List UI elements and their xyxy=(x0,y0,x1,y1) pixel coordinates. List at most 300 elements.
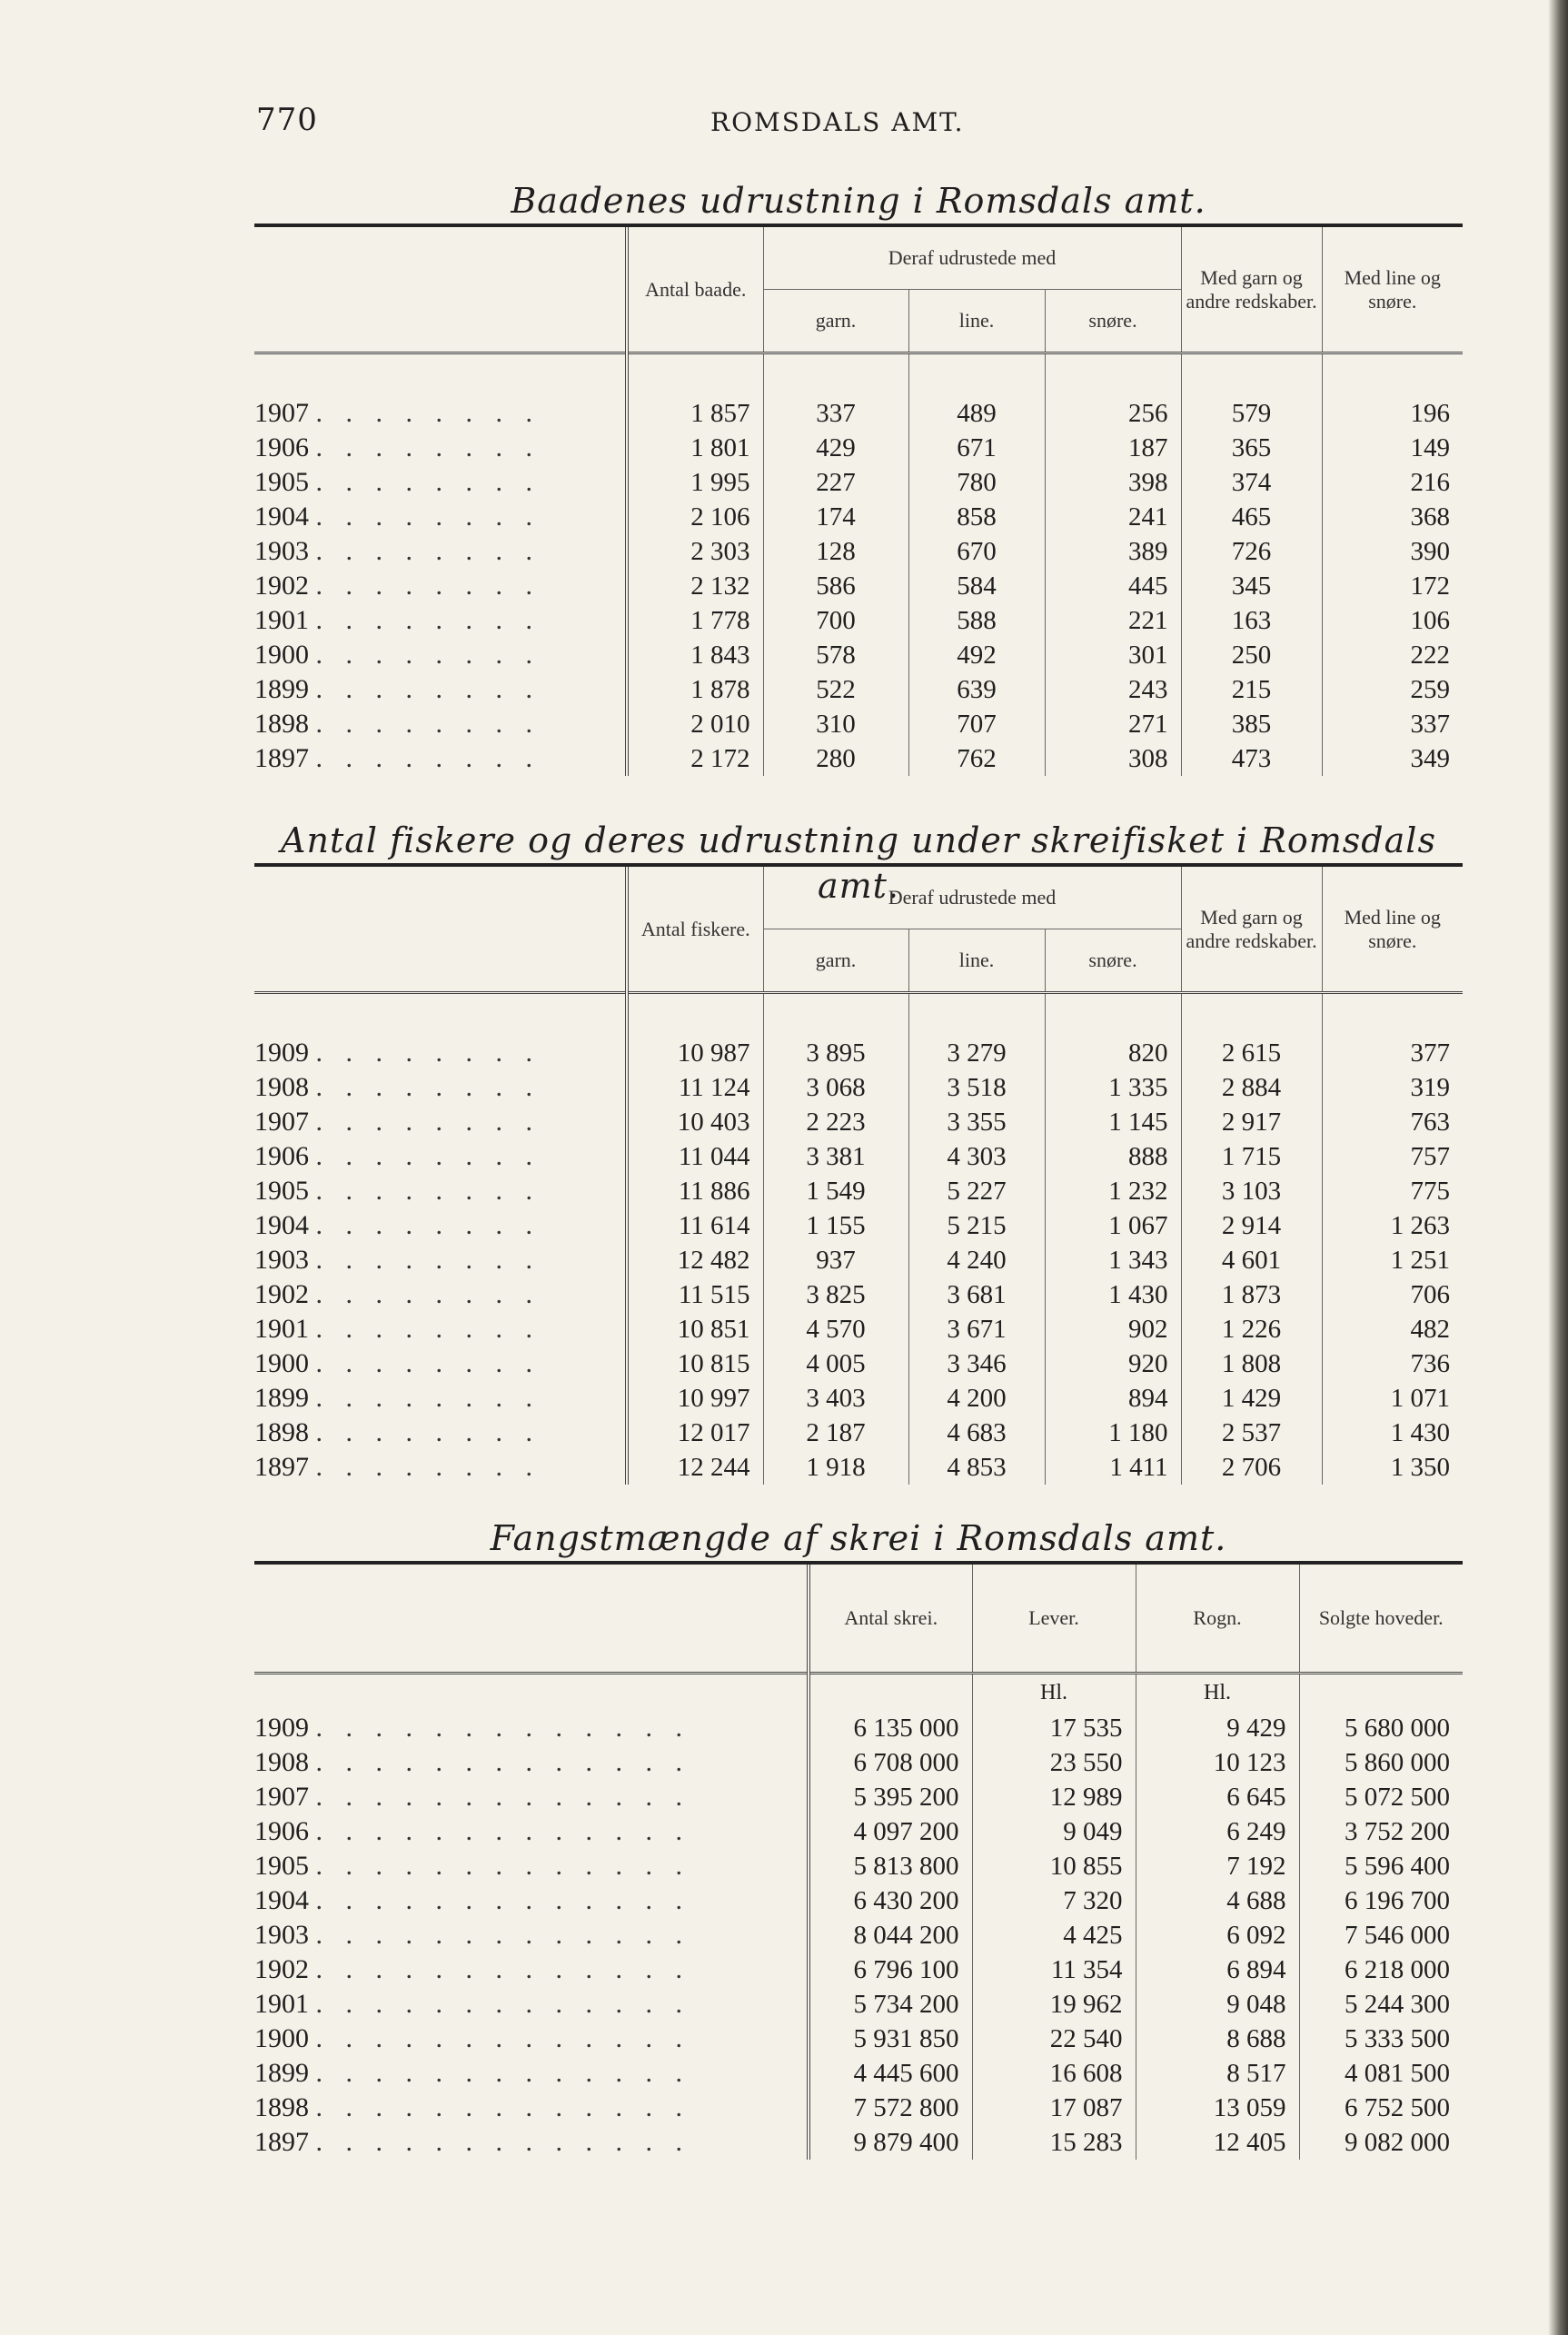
cell-garn: 429 xyxy=(763,431,908,465)
cell-rogn: 12 405 xyxy=(1136,2125,1299,2160)
table1-body xyxy=(254,396,1463,776)
row-year xyxy=(254,1312,627,1346)
cell-lever: 4 425 xyxy=(972,1918,1136,1952)
cell-garn: 3 403 xyxy=(763,1381,908,1416)
cell-rogn: 6 894 xyxy=(1136,1952,1299,1987)
cell-garn-other: 250 xyxy=(1181,638,1322,672)
year-label: 1902 xyxy=(254,571,309,601)
cell-count: 1 843 xyxy=(627,638,763,672)
cell-garn-other: 1 226 xyxy=(1181,1312,1322,1346)
leader-dots: . . . . . . . . . . . . . xyxy=(315,1782,690,1812)
cell-snore: 1 232 xyxy=(1045,1174,1181,1208)
cell-garn: 2 223 xyxy=(763,1105,908,1139)
year-label: 1900 xyxy=(254,2023,309,2053)
cell-snore: 389 xyxy=(1045,534,1181,569)
cell-line-snore: 349 xyxy=(1322,741,1463,776)
row-year xyxy=(254,1918,809,1952)
cell-heads: 5 680 000 xyxy=(1299,1711,1463,1745)
cell-count: 6 796 100 xyxy=(809,1952,972,1987)
cell-line: 639 xyxy=(908,672,1045,707)
row-year xyxy=(254,2022,809,2056)
cell-line: 671 xyxy=(908,431,1045,465)
cell-garn: 227 xyxy=(763,465,908,500)
cell-count: 2 303 xyxy=(627,534,763,569)
cell-snore: 1 343 xyxy=(1045,1243,1181,1277)
cell-line-snore: 482 xyxy=(1322,1312,1463,1346)
cell-snore: 920 xyxy=(1045,1346,1181,1381)
year-label: 1903 xyxy=(254,1920,309,1950)
table-row xyxy=(254,672,1463,707)
table-row xyxy=(254,1381,1463,1416)
cell-line: 588 xyxy=(908,603,1045,638)
table2-body xyxy=(254,1036,1463,1485)
cell-lever: 10 855 xyxy=(972,1849,1136,1883)
cell-garn: 700 xyxy=(763,603,908,638)
page-number: 770 xyxy=(256,102,318,138)
cell-line-snore: 319 xyxy=(1322,1070,1463,1105)
table-row xyxy=(254,1952,1463,1987)
cell-line: 3 671 xyxy=(908,1312,1045,1346)
cell-count: 1 801 xyxy=(627,431,763,465)
cell-garn-other: 1 873 xyxy=(1181,1277,1322,1312)
cell-rogn: 13 059 xyxy=(1136,2091,1299,2125)
table1-header-line-snore: Med line og snøre. xyxy=(1322,227,1463,353)
cell-rogn: 8 517 xyxy=(1136,2056,1299,2091)
cell-garn: 1 918 xyxy=(763,1450,908,1485)
cell-rogn: 7 192 xyxy=(1136,1849,1299,1883)
cell-count: 4 445 600 xyxy=(809,2056,972,2091)
cell-garn-other: 4 601 xyxy=(1181,1243,1322,1277)
cell-garn-other: 2 706 xyxy=(1181,1450,1322,1485)
cell-garn-other: 345 xyxy=(1181,569,1322,603)
cell-line: 670 xyxy=(908,534,1045,569)
leader-dots: . . . . . . . . xyxy=(315,1038,541,1068)
table-row xyxy=(254,500,1463,534)
table-row xyxy=(254,1883,1463,1918)
year-label: 1901 xyxy=(254,605,309,635)
row-year xyxy=(254,1381,627,1416)
cell-garn-other: 365 xyxy=(1181,431,1322,465)
table2-stub-header xyxy=(254,867,627,993)
row-year xyxy=(254,2056,809,2091)
table-row xyxy=(254,2022,1463,2056)
cell-count: 2 010 xyxy=(627,707,763,741)
table1-stub-header xyxy=(254,227,627,353)
table-row xyxy=(254,1312,1463,1346)
cell-snore: 221 xyxy=(1045,603,1181,638)
cell-snore: 398 xyxy=(1045,465,1181,500)
cell-lever: 11 354 xyxy=(972,1952,1136,1987)
cell-count: 2 132 xyxy=(627,569,763,603)
year-label: 1907 xyxy=(254,398,309,428)
cell-garn-other: 1 715 xyxy=(1181,1139,1322,1174)
leader-dots: . . . . . . . . . . . . . xyxy=(315,1851,690,1881)
cell-garn: 3 381 xyxy=(763,1139,908,1174)
leader-dots: . . . . . . . . xyxy=(315,640,541,670)
cell-line: 780 xyxy=(908,465,1045,500)
table-row xyxy=(254,1711,1463,1745)
year-label: 1906 xyxy=(254,1816,309,1846)
cell-garn: 280 xyxy=(763,741,908,776)
cell-count: 11 614 xyxy=(627,1208,763,1243)
cell-line: 4 853 xyxy=(908,1450,1045,1485)
cell-line-snore: 377 xyxy=(1322,1036,1463,1070)
row-year xyxy=(254,569,627,603)
row-year xyxy=(254,1105,627,1139)
table-row xyxy=(254,569,1463,603)
table3-header-heads: Solgte hoveder. xyxy=(1299,1565,1463,1674)
cell-count: 10 403 xyxy=(627,1105,763,1139)
cell-line: 5 215 xyxy=(908,1208,1045,1243)
leader-dots: . . . . . . . . xyxy=(315,1348,541,1378)
year-label: 1905 xyxy=(254,1176,309,1206)
cell-snore: 1 430 xyxy=(1045,1277,1181,1312)
row-year xyxy=(254,1346,627,1381)
table2 xyxy=(254,867,1463,1485)
cell-line: 3 355 xyxy=(908,1105,1045,1139)
cell-garn: 1 155 xyxy=(763,1208,908,1243)
cell-rogn: 10 123 xyxy=(1136,1745,1299,1780)
table-row xyxy=(254,603,1463,638)
cell-count: 8 044 200 xyxy=(809,1918,972,1952)
table3-unit-rogn: Hl. xyxy=(1136,1674,1299,1712)
cell-rogn: 4 688 xyxy=(1136,1883,1299,1918)
cell-rogn: 9 429 xyxy=(1136,1711,1299,1745)
cell-garn: 337 xyxy=(763,396,908,431)
table-row xyxy=(254,638,1463,672)
cell-garn-other: 1 808 xyxy=(1181,1346,1322,1381)
row-year xyxy=(254,741,627,776)
cell-rogn: 8 688 xyxy=(1136,2022,1299,2056)
year-label: 1905 xyxy=(254,467,309,497)
cell-count: 10 987 xyxy=(627,1036,763,1070)
year-label: 1903 xyxy=(254,1245,309,1275)
cell-garn-other: 1 429 xyxy=(1181,1381,1322,1416)
cell-line-snore: 368 xyxy=(1322,500,1463,534)
cell-line-snore: 222 xyxy=(1322,638,1463,672)
table2-header-garn-other: Med garn og andre redskaber. xyxy=(1181,867,1322,993)
table-row xyxy=(254,2125,1463,2160)
year-label: 1907 xyxy=(254,1782,309,1812)
table-row xyxy=(254,1036,1463,1070)
row-year xyxy=(254,1849,809,1883)
year-label: 1902 xyxy=(254,1954,309,1984)
leader-dots: . . . . . . . . xyxy=(315,467,541,497)
table1-header-count: Antal baade. xyxy=(627,227,763,353)
cell-garn-other: 465 xyxy=(1181,500,1322,534)
cell-count: 6 708 000 xyxy=(809,1745,972,1780)
table3-body xyxy=(254,1711,1463,2160)
table1-header-garn: garn. xyxy=(763,290,908,353)
cell-line: 4 240 xyxy=(908,1243,1045,1277)
year-label: 1908 xyxy=(254,1747,309,1777)
year-label: 1906 xyxy=(254,1141,309,1171)
leader-dots: . . . . . . . . . . . . . xyxy=(315,1920,690,1950)
year-label: 1899 xyxy=(254,1383,309,1413)
table3-unit-lever: Hl. xyxy=(972,1674,1136,1712)
cell-garn: 522 xyxy=(763,672,908,707)
cell-line-snore: 706 xyxy=(1322,1277,1463,1312)
cell-garn-other: 2 615 xyxy=(1181,1036,1322,1070)
cell-line: 3 681 xyxy=(908,1277,1045,1312)
table1-header-garn-other: Med garn og andre redskaber. xyxy=(1181,227,1322,353)
cell-garn: 578 xyxy=(763,638,908,672)
cell-line-snore: 172 xyxy=(1322,569,1463,603)
table-row xyxy=(254,431,1463,465)
cell-rogn: 6 092 xyxy=(1136,1918,1299,1952)
cell-garn-other: 2 537 xyxy=(1181,1416,1322,1450)
table-row xyxy=(254,1139,1463,1174)
cell-garn-other: 163 xyxy=(1181,603,1322,638)
table-row xyxy=(254,1814,1463,1849)
leader-dots: . . . . . . . . . . . . . xyxy=(315,1885,690,1915)
table-row xyxy=(254,1105,1463,1139)
row-year xyxy=(254,1174,627,1208)
cell-line-snore: 196 xyxy=(1322,396,1463,431)
year-label: 1904 xyxy=(254,1210,309,1240)
cell-line-snore: 775 xyxy=(1322,1174,1463,1208)
cell-count: 1 778 xyxy=(627,603,763,638)
table-row xyxy=(254,1174,1463,1208)
row-year xyxy=(254,1416,627,1450)
cell-snore: 256 xyxy=(1045,396,1181,431)
cell-line: 489 xyxy=(908,396,1045,431)
table2-title: Antal fiskere og deres udrustning under skreifisket i Romsdals amt. xyxy=(281,820,1436,906)
cell-heads: 6 752 500 xyxy=(1299,2091,1463,2125)
cell-line-snore: 736 xyxy=(1322,1346,1463,1381)
table3-header-count: Antal skrei. xyxy=(809,1565,972,1674)
cell-line-snore: 106 xyxy=(1322,603,1463,638)
leader-dots: . . . . . . . . xyxy=(315,1417,541,1447)
cell-line-snore: 1 430 xyxy=(1322,1416,1463,1450)
table1 xyxy=(254,227,1463,776)
cell-snore: 271 xyxy=(1045,707,1181,741)
cell-lever: 17 087 xyxy=(972,2091,1136,2125)
leader-dots: . . . . . . . . xyxy=(315,1176,541,1206)
cell-count: 12 482 xyxy=(627,1243,763,1277)
leader-dots: . . . . . . . . . . . . . xyxy=(315,2127,690,2157)
cell-line: 4 303 xyxy=(908,1139,1045,1174)
leader-dots: . . . . . . . . . . . . . xyxy=(315,1713,690,1743)
year-label: 1897 xyxy=(254,743,309,773)
running-head: ROMSDALS AMT. xyxy=(710,107,965,137)
cell-lever: 12 989 xyxy=(972,1780,1136,1814)
table1-title: Baadenes udrustning i Romsdals amt. xyxy=(511,181,1206,221)
row-year xyxy=(254,1208,627,1243)
cell-heads: 5 244 300 xyxy=(1299,1987,1463,2022)
table-row xyxy=(254,2056,1463,2091)
year-label: 1903 xyxy=(254,536,309,566)
cell-garn-other: 385 xyxy=(1181,707,1322,741)
cell-garn: 174 xyxy=(763,500,908,534)
year-label: 1898 xyxy=(254,2092,309,2122)
row-year xyxy=(254,1987,809,2022)
table2-header-garn: garn. xyxy=(763,929,908,993)
table-row xyxy=(254,741,1463,776)
cell-line-snore: 390 xyxy=(1322,534,1463,569)
cell-count: 1 995 xyxy=(627,465,763,500)
table2-section xyxy=(254,818,1463,1485)
table-row xyxy=(254,534,1463,569)
year-label: 1900 xyxy=(254,640,309,670)
cell-heads: 6 218 000 xyxy=(1299,1952,1463,1987)
row-year xyxy=(254,1243,627,1277)
year-label: 1898 xyxy=(254,709,309,739)
table3 xyxy=(254,1565,1463,2160)
cell-snore: 187 xyxy=(1045,431,1181,465)
cell-line: 4 200 xyxy=(908,1381,1045,1416)
table2-header-group: Deraf udrustede med xyxy=(763,867,1181,929)
row-year xyxy=(254,1745,809,1780)
cell-lever: 19 962 xyxy=(972,1987,1136,2022)
cell-rogn: 6 249 xyxy=(1136,1814,1299,1849)
table2-header-snore: snøre. xyxy=(1045,929,1181,993)
cell-line: 858 xyxy=(908,500,1045,534)
cell-line: 584 xyxy=(908,569,1045,603)
table3-section xyxy=(254,1515,1463,2160)
page-header xyxy=(256,102,1455,147)
table-row xyxy=(254,1450,1463,1485)
leader-dots: . . . . . . . . xyxy=(315,1279,541,1309)
row-year xyxy=(254,1814,809,1849)
leader-dots: . . . . . . . . . . . . . xyxy=(315,1816,690,1846)
cell-count: 1 878 xyxy=(627,672,763,707)
table-row xyxy=(254,1745,1463,1780)
year-label: 1909 xyxy=(254,1038,309,1068)
cell-snore: 820 xyxy=(1045,1036,1181,1070)
table2-header-line: line. xyxy=(908,929,1045,993)
cell-count: 7 572 800 xyxy=(809,2091,972,2125)
cell-line: 3 346 xyxy=(908,1346,1045,1381)
table3-header-lever: Lever. xyxy=(972,1565,1136,1674)
cell-garn-other: 374 xyxy=(1181,465,1322,500)
cell-line-snore: 216 xyxy=(1322,465,1463,500)
table-row xyxy=(254,1070,1463,1105)
cell-count: 2 172 xyxy=(627,741,763,776)
cell-garn: 2 187 xyxy=(763,1416,908,1450)
year-label: 1899 xyxy=(254,674,309,704)
table1-header-line: line. xyxy=(908,290,1045,353)
leader-dots: . . . . . . . . . . . . . xyxy=(315,1747,690,1777)
cell-count: 1 857 xyxy=(627,396,763,431)
cell-garn-other: 473 xyxy=(1181,741,1322,776)
leader-dots: . . . . . . . . xyxy=(315,571,541,601)
leader-dots: . . . . . . . . xyxy=(315,674,541,704)
leader-dots: . . . . . . . . . . . . . xyxy=(315,2058,690,2088)
table-row xyxy=(254,1277,1463,1312)
cell-lever: 15 283 xyxy=(972,2125,1136,2160)
cell-count: 11 886 xyxy=(627,1174,763,1208)
leader-dots: . . . . . . . . . . . . . xyxy=(315,2023,690,2053)
table3-title: Fangstmængde af skrei i Romsdals amt. xyxy=(490,1518,1227,1558)
row-year xyxy=(254,2091,809,2125)
cell-garn: 3 895 xyxy=(763,1036,908,1070)
year-label: 1902 xyxy=(254,1279,309,1309)
cell-heads: 7 546 000 xyxy=(1299,1918,1463,1952)
year-label: 1901 xyxy=(254,1989,309,2019)
cell-lever: 22 540 xyxy=(972,2022,1136,2056)
cell-count: 10 997 xyxy=(627,1381,763,1416)
cell-snore: 1 145 xyxy=(1045,1105,1181,1139)
table3-stub-header xyxy=(254,1565,809,1674)
table-row xyxy=(254,1918,1463,1952)
table-row xyxy=(254,1987,1463,2022)
cell-line: 492 xyxy=(908,638,1045,672)
cell-garn-other: 2 914 xyxy=(1181,1208,1322,1243)
year-label: 1904 xyxy=(254,1885,309,1915)
cell-count: 10 851 xyxy=(627,1312,763,1346)
cell-line-snore: 149 xyxy=(1322,431,1463,465)
cell-garn: 937 xyxy=(763,1243,908,1277)
cell-rogn: 9 048 xyxy=(1136,1987,1299,2022)
table1-header-group: Deraf udrustede med xyxy=(763,227,1181,290)
table1-header-snore: snøre. xyxy=(1045,290,1181,353)
year-label: 1908 xyxy=(254,1072,309,1102)
year-label: 1906 xyxy=(254,432,309,462)
cell-garn: 4 570 xyxy=(763,1312,908,1346)
leader-dots: . . . . . . . . . . . . . xyxy=(315,1989,690,2019)
year-label: 1904 xyxy=(254,502,309,532)
table-row xyxy=(254,1243,1463,1277)
cell-line: 3 518 xyxy=(908,1070,1045,1105)
table-row xyxy=(254,1416,1463,1450)
cell-line-snore: 337 xyxy=(1322,707,1463,741)
leader-dots: . . . . . . . . xyxy=(315,709,541,739)
leader-dots: . . . . . . . . . . . . . xyxy=(315,1954,690,1984)
cell-garn: 310 xyxy=(763,707,908,741)
year-label: 1897 xyxy=(254,1452,309,1482)
year-label: 1907 xyxy=(254,1107,309,1137)
cell-count: 2 106 xyxy=(627,500,763,534)
cell-count: 10 815 xyxy=(627,1346,763,1381)
row-year xyxy=(254,1883,809,1918)
cell-snore: 301 xyxy=(1045,638,1181,672)
cell-heads: 5 596 400 xyxy=(1299,1849,1463,1883)
cell-count: 5 931 850 xyxy=(809,2022,972,2056)
cell-snore: 1 067 xyxy=(1045,1208,1181,1243)
cell-garn-other: 2 884 xyxy=(1181,1070,1322,1105)
cell-count: 5 395 200 xyxy=(809,1780,972,1814)
table1-section xyxy=(254,178,1463,776)
table-row xyxy=(254,1780,1463,1814)
cell-snore: 445 xyxy=(1045,569,1181,603)
cell-line-snore: 763 xyxy=(1322,1105,1463,1139)
year-label: 1901 xyxy=(254,1314,309,1344)
cell-garn: 128 xyxy=(763,534,908,569)
leader-dots: . . . . . . . . . . . . . xyxy=(315,2092,690,2122)
cell-count: 9 879 400 xyxy=(809,2125,972,2160)
cell-snore: 1 411 xyxy=(1045,1450,1181,1485)
row-year xyxy=(254,1450,627,1485)
cell-garn: 3 068 xyxy=(763,1070,908,1105)
cell-snore: 243 xyxy=(1045,672,1181,707)
leader-dots: . . . . . . . . xyxy=(315,743,541,773)
leader-dots: . . . . . . . . xyxy=(315,1141,541,1171)
year-label: 1898 xyxy=(254,1417,309,1447)
cell-lever: 17 535 xyxy=(972,1711,1136,1745)
cell-count: 6 135 000 xyxy=(809,1711,972,1745)
row-year xyxy=(254,465,627,500)
cell-count: 6 430 200 xyxy=(809,1883,972,1918)
table-row xyxy=(254,1208,1463,1243)
cell-heads: 9 082 000 xyxy=(1299,2125,1463,2160)
cell-line-snore: 1 263 xyxy=(1322,1208,1463,1243)
table-row xyxy=(254,1346,1463,1381)
year-label: 1899 xyxy=(254,2058,309,2088)
row-year xyxy=(254,672,627,707)
row-year xyxy=(254,534,627,569)
row-year xyxy=(254,1277,627,1312)
